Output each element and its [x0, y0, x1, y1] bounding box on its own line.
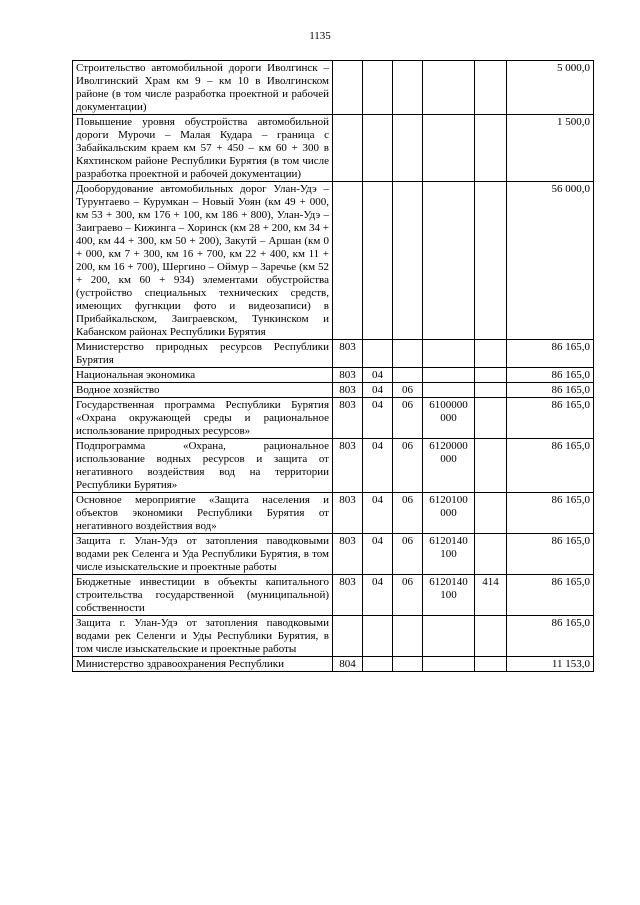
- ministry-code-cell: [333, 182, 363, 340]
- table-row: [73, 182, 594, 340]
- amount-cell: 5 000,0: [507, 61, 594, 115]
- table-row: [73, 657, 594, 672]
- amount-cell: 86 165,0: [507, 340, 594, 368]
- amount-cell: 11 153,0: [507, 657, 594, 672]
- amount-cell: 1 500,0: [507, 115, 594, 182]
- section-code-cell: [363, 182, 393, 340]
- ministry-code-cell: 803: [333, 368, 363, 383]
- section-code-cell: 04: [363, 439, 393, 493]
- target-article-code-cell: 6120140 100: [423, 534, 475, 575]
- item-name-cell: Дооборудование автомобильных дорог Улан-Удэ – Турунтаево – Курумкан – Новый Уоян (км 49 + 000, км 53 + 300, км 176 + 100, км 186 + 800), Улан-Удэ – Заиграево – Кижинга – Хоринск (км 28 + 200, км 34 + 400, км 44 + 300, км 50 + 200), Закутй – Аршан (км 0 + 000, км 7 + 300, км 16 + 700, км 22 + 400, км 11 + 200, км 16 + 700), Шергино – Оймур – Заречье (км 52 + 200, км 60 + 934) элементами обустройства (устройство специальных технических средств, имеющих фугнкции фото и видеозаписи) в Прибайкальском, Заиграевском, Тункинском и Кабанском районах Республики Бурятия: [73, 182, 333, 340]
- expense-type-code-cell: [475, 368, 507, 383]
- table-row: [73, 439, 594, 493]
- subsection-code-cell: [393, 616, 423, 657]
- page-number: 1135: [309, 30, 331, 42]
- expense-type-code-cell: [475, 657, 507, 672]
- table-row: [73, 616, 594, 657]
- subsection-code-cell: [393, 657, 423, 672]
- table-row: [73, 368, 594, 383]
- section-code-cell: 04: [363, 575, 393, 616]
- item-name-cell: Государственная программа Республики Бурятия «Охрана окружающей среды и рациональное использование природных ресурсов»: [73, 398, 333, 439]
- subsection-code-cell: 06: [393, 398, 423, 439]
- item-name-cell: Защита г. Улан-Удэ от затопления паводковыми водами рек Селенги и Уды Республики Бурятия, в том числе изыскательские и проектные работы: [73, 616, 333, 657]
- section-code-cell: 04: [363, 493, 393, 534]
- amount-cell: 56 000,0: [507, 182, 594, 340]
- ministry-code-cell: 803: [333, 575, 363, 616]
- ministry-code-cell: 803: [333, 534, 363, 575]
- expense-type-code-cell: [475, 616, 507, 657]
- subsection-code-cell: 06: [393, 439, 423, 493]
- section-code-cell: [363, 616, 393, 657]
- table-row: [73, 383, 594, 398]
- expense-type-code-cell: [475, 182, 507, 340]
- budget-table-body: [73, 61, 594, 672]
- item-name-cell: Бюджетные инвестиции в объекты капитального строительства государственной (муниципальной) собственности: [73, 575, 333, 616]
- amount-cell: 86 165,0: [507, 439, 594, 493]
- target-article-code-cell: 6120100 000: [423, 493, 475, 534]
- item-name-cell: Национальная экономика: [73, 368, 333, 383]
- table-row: [73, 398, 594, 439]
- ministry-code-cell: [333, 115, 363, 182]
- table-row: [73, 575, 594, 616]
- target-article-code-cell: [423, 657, 475, 672]
- expense-type-code-cell: [475, 340, 507, 368]
- item-name-cell: Защита г. Улан-Удэ от затопления паводковыми водами рек Селенга и Уда Республики Бурятия, в том числе изыскательские и проектные работы: [73, 534, 333, 575]
- section-code-cell: 04: [363, 368, 393, 383]
- amount-cell: 86 165,0: [507, 575, 594, 616]
- subsection-code-cell: 06: [393, 534, 423, 575]
- target-article-code-cell: [423, 115, 475, 182]
- subsection-code-cell: 06: [393, 383, 423, 398]
- expense-type-code-cell: 414: [475, 575, 507, 616]
- expense-type-code-cell: [475, 398, 507, 439]
- item-name-cell: Основное мероприятие «Защита населения и объектов экономики Республики Бурятия от негативного воздействия вод»: [73, 493, 333, 534]
- item-name-cell: Министерство природных ресурсов Республики Бурятия: [73, 340, 333, 368]
- expense-type-code-cell: [475, 534, 507, 575]
- table-row: [73, 534, 594, 575]
- ministry-code-cell: 804: [333, 657, 363, 672]
- subsection-code-cell: [393, 115, 423, 182]
- section-code-cell: [363, 657, 393, 672]
- ministry-code-cell: 803: [333, 439, 363, 493]
- amount-cell: 86 165,0: [507, 534, 594, 575]
- target-article-code-cell: [423, 616, 475, 657]
- item-name-cell: Водное хозяйство: [73, 383, 333, 398]
- item-name-cell: Подпрограмма «Охрана, рациональное использование водных ресурсов и защита от негативного воздействия вод на территории Республики Бурятия»: [73, 439, 333, 493]
- amount-cell: 86 165,0: [507, 368, 594, 383]
- subsection-code-cell: 06: [393, 493, 423, 534]
- ministry-code-cell: 803: [333, 493, 363, 534]
- section-code-cell: [363, 340, 393, 368]
- ministry-code-cell: 803: [333, 340, 363, 368]
- target-article-code-cell: [423, 61, 475, 115]
- section-code-cell: [363, 61, 393, 115]
- table-row: [73, 61, 594, 115]
- subsection-code-cell: [393, 182, 423, 340]
- target-article-code-cell: 6100000 000: [423, 398, 475, 439]
- subsection-code-cell: 06: [393, 575, 423, 616]
- amount-cell: 86 165,0: [507, 493, 594, 534]
- subsection-code-cell: [393, 368, 423, 383]
- expense-type-code-cell: [475, 493, 507, 534]
- amount-cell: 86 165,0: [507, 616, 594, 657]
- target-article-code-cell: [423, 368, 475, 383]
- section-code-cell: [363, 115, 393, 182]
- table-row: [73, 340, 594, 368]
- ministry-code-cell: 803: [333, 383, 363, 398]
- expense-type-code-cell: [475, 383, 507, 398]
- section-code-cell: 04: [363, 398, 393, 439]
- budget-table: [72, 60, 594, 672]
- target-article-code-cell: [423, 340, 475, 368]
- target-article-code-cell: [423, 383, 475, 398]
- target-article-code-cell: [423, 182, 475, 340]
- amount-cell: 86 165,0: [507, 398, 594, 439]
- section-code-cell: 04: [363, 534, 393, 575]
- ministry-code-cell: [333, 616, 363, 657]
- table-row: [73, 115, 594, 182]
- item-name-cell: Повышение уровня обустройства автомобильной дороги Мурочи – Малая Кудара – граница с Забайкальским краем км 57 + 450 – км 60 + 300 в Кяхтинском районе Республики Бурятия (в том числе разработка проектной и рабочей документации): [73, 115, 333, 182]
- target-article-code-cell: 6120140 100: [423, 575, 475, 616]
- amount-cell: 86 165,0: [507, 383, 594, 398]
- expense-type-code-cell: [475, 439, 507, 493]
- target-article-code-cell: 6120000 000: [423, 439, 475, 493]
- item-name-cell: Министерство здравоохранения Республики: [73, 657, 333, 672]
- ministry-code-cell: 803: [333, 398, 363, 439]
- ministry-code-cell: [333, 61, 363, 115]
- expense-type-code-cell: [475, 61, 507, 115]
- item-name-cell: Строительство автомобильной дороги Иволгинск – Иволгинский Храм км 9 – км 10 в Иволгинском районе (в том числе разработка проектной и рабочей документации): [73, 61, 333, 115]
- section-code-cell: 04: [363, 383, 393, 398]
- subsection-code-cell: [393, 61, 423, 115]
- expense-type-code-cell: [475, 115, 507, 182]
- subsection-code-cell: [393, 340, 423, 368]
- table-row: [73, 493, 594, 534]
